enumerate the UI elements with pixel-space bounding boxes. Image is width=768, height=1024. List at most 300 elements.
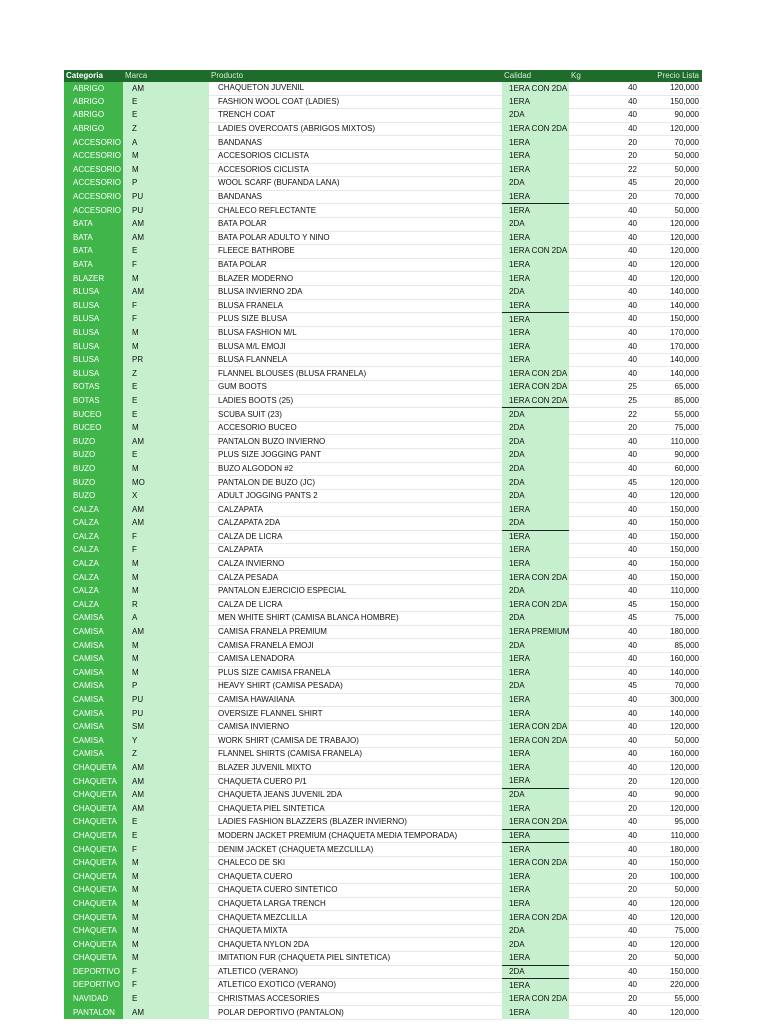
cell-marca[interactable]: AM <box>123 775 209 789</box>
cell-precio-lista[interactable]: 150,000 <box>640 571 702 585</box>
table-row[interactable] <box>64 109 702 123</box>
cell-calidad[interactable]: 1ERA <box>502 258 569 272</box>
cell-marca[interactable]: E <box>123 449 209 463</box>
cell-precio-lista[interactable]: 150,000 <box>640 95 702 109</box>
table-row[interactable] <box>64 82 702 95</box>
cell-marca[interactable]: AM <box>123 231 209 245</box>
cell-calidad[interactable]: 1ERA <box>502 748 569 762</box>
cell-producto[interactable]: CAMISA LENADORA <box>209 652 502 666</box>
cell-precio-lista[interactable]: 120,000 <box>640 911 702 925</box>
cell-kg[interactable]: 40 <box>569 979 640 993</box>
table-row[interactable] <box>64 149 702 163</box>
table-row[interactable] <box>64 177 702 191</box>
cell-calidad[interactable]: 2DA <box>502 924 569 938</box>
cell-marca[interactable]: M <box>123 938 209 952</box>
cell-calidad[interactable]: 1ERA CON 2DA <box>502 122 569 136</box>
cell-producto[interactable]: CHALECO DE SKI <box>209 856 502 870</box>
cell-producto[interactable]: HEAVY SHIRT (CAMISA PESADA) <box>209 680 502 694</box>
table-row[interactable] <box>64 122 702 136</box>
cell-precio-lista[interactable]: 120,000 <box>640 245 702 259</box>
cell-calidad[interactable]: 1ERA CON 2DA <box>502 394 569 408</box>
cell-precio-lista[interactable]: 120,000 <box>640 897 702 911</box>
cell-calidad[interactable]: 1ERA CON 2DA <box>502 720 569 734</box>
cell-producto[interactable]: CHAQUETA LARGA TRENCH <box>209 897 502 911</box>
cell-categoria[interactable]: BUZO <box>64 462 123 476</box>
cell-categoria[interactable]: BLUSA <box>64 340 123 354</box>
table-row[interactable] <box>64 788 702 802</box>
cell-categoria[interactable]: BATA <box>64 258 123 272</box>
table-row[interactable] <box>64 204 702 218</box>
cell-precio-lista[interactable]: 140,000 <box>640 285 702 299</box>
cell-categoria[interactable]: CHAQUETA <box>64 829 123 843</box>
cell-marca[interactable]: Z <box>123 748 209 762</box>
cell-producto[interactable]: CALZA DE LICRA <box>209 598 502 612</box>
cell-kg[interactable]: 40 <box>569 517 640 531</box>
cell-producto[interactable]: CALZA INVIERNO <box>209 557 502 571</box>
cell-kg[interactable]: 20 <box>569 952 640 966</box>
cell-categoria[interactable]: BUZO <box>64 435 123 449</box>
cell-marca[interactable]: M <box>123 639 209 653</box>
table-row[interactable] <box>64 326 702 340</box>
cell-kg[interactable]: 40 <box>569 707 640 721</box>
cell-calidad[interactable]: 2DA <box>502 408 569 422</box>
cell-marca[interactable]: R <box>123 598 209 612</box>
table-row[interactable] <box>64 489 702 503</box>
cell-precio-lista[interactable]: 180,000 <box>640 625 702 639</box>
cell-calidad[interactable]: 1ERA <box>502 897 569 911</box>
cell-precio-lista[interactable]: 170,000 <box>640 340 702 354</box>
cell-calidad[interactable]: 1ERA <box>502 136 569 150</box>
cell-precio-lista[interactable]: 160,000 <box>640 748 702 762</box>
cell-categoria[interactable]: BLUSA <box>64 313 123 327</box>
cell-categoria[interactable]: CALZA <box>64 557 123 571</box>
cell-marca[interactable]: E <box>123 992 209 1006</box>
cell-marca[interactable]: M <box>123 571 209 585</box>
cell-precio-lista[interactable]: 140,000 <box>640 299 702 313</box>
cell-producto[interactable]: ACCESORIOS CICLISTA <box>209 149 502 163</box>
table-row[interactable] <box>64 666 702 680</box>
cell-categoria[interactable]: BUCEO <box>64 408 123 422</box>
cell-precio-lista[interactable]: 20,000 <box>640 177 702 191</box>
cell-categoria[interactable]: DEPORTIVO <box>64 965 123 979</box>
cell-precio-lista[interactable]: 120,000 <box>640 272 702 286</box>
cell-precio-lista[interactable]: 150,000 <box>640 598 702 612</box>
cell-kg[interactable]: 40 <box>569 557 640 571</box>
cell-categoria[interactable]: BOTAS <box>64 394 123 408</box>
cell-precio-lista[interactable]: 100,000 <box>640 870 702 884</box>
cell-calidad[interactable]: 1ERA CON 2DA <box>502 992 569 1006</box>
cell-calidad[interactable]: 2DA <box>502 435 569 449</box>
cell-producto[interactable]: PLUS SIZE JOGGING PANT <box>209 449 502 463</box>
cell-calidad[interactable]: 2DA <box>502 449 569 463</box>
cell-calidad[interactable]: 2DA <box>502 517 569 531</box>
cell-calidad[interactable]: 1ERA CON 2DA <box>502 598 569 612</box>
cell-categoria[interactable]: ACCESORIO <box>64 163 123 177</box>
cell-producto[interactable]: GUM BOOTS <box>209 381 502 395</box>
cell-producto[interactable]: ATLETICO EXOTICO (VERANO) <box>209 979 502 993</box>
cell-producto[interactable]: CALZA DE LICRA <box>209 530 502 544</box>
cell-precio-lista[interactable]: 150,000 <box>640 544 702 558</box>
cell-producto[interactable]: ACCESORIOS CICLISTA <box>209 163 502 177</box>
cell-producto[interactable]: CALZA PESADA <box>209 571 502 585</box>
cell-precio-lista[interactable]: 70,000 <box>640 136 702 150</box>
cell-calidad[interactable]: 2DA <box>502 965 569 979</box>
cell-precio-lista[interactable]: 70,000 <box>640 190 702 204</box>
cell-kg[interactable]: 22 <box>569 408 640 422</box>
cell-categoria[interactable]: ACCESORIO <box>64 136 123 150</box>
cell-calidad[interactable]: 1ERA <box>502 204 569 218</box>
cell-precio-lista[interactable]: 55,000 <box>640 408 702 422</box>
cell-calidad[interactable]: 1ERA CON 2DA <box>502 245 569 259</box>
cell-calidad[interactable]: 1ERA CON 2DA <box>502 82 569 95</box>
cell-kg[interactable]: 40 <box>569 666 640 680</box>
table-row[interactable] <box>64 557 702 571</box>
cell-marca[interactable]: AM <box>123 788 209 802</box>
cell-calidad[interactable]: 2DA <box>502 788 569 802</box>
cell-marca[interactable]: E <box>123 109 209 123</box>
cell-calidad[interactable]: 1ERA <box>502 666 569 680</box>
cell-categoria[interactable]: CAMISA <box>64 734 123 748</box>
cell-marca[interactable]: P <box>123 177 209 191</box>
cell-marca[interactable]: M <box>123 952 209 966</box>
cell-kg[interactable]: 40 <box>569 367 640 381</box>
cell-categoria[interactable]: CHAQUETA <box>64 775 123 789</box>
cell-marca[interactable]: AM <box>123 802 209 816</box>
cell-calidad[interactable]: 2DA <box>502 476 569 490</box>
cell-kg[interactable]: 40 <box>569 245 640 259</box>
cell-kg[interactable]: 40 <box>569 720 640 734</box>
cell-categoria[interactable]: CALZA <box>64 598 123 612</box>
cell-marca[interactable]: Z <box>123 367 209 381</box>
cell-categoria[interactable]: CHAQUETA <box>64 856 123 870</box>
cell-producto[interactable]: BLUSA FRANELA <box>209 299 502 313</box>
cell-kg[interactable]: 40 <box>569 272 640 286</box>
cell-calidad[interactable]: 1ERA CON 2DA <box>502 381 569 395</box>
table-row[interactable] <box>64 802 702 816</box>
cell-calidad[interactable]: 1ERA CON 2DA <box>502 856 569 870</box>
cell-marca[interactable]: P <box>123 680 209 694</box>
cell-marca[interactable]: AM <box>123 82 209 95</box>
cell-calidad[interactable]: 1ERA <box>502 761 569 775</box>
cell-precio-lista[interactable]: 110,000 <box>640 435 702 449</box>
cell-kg[interactable]: 40 <box>569 109 640 123</box>
cell-producto[interactable]: BLUSA INVIERNO 2DA <box>209 285 502 299</box>
table-row[interactable] <box>64 476 702 490</box>
cell-categoria[interactable]: BLUSA <box>64 326 123 340</box>
cell-categoria[interactable]: BOTAS <box>64 381 123 395</box>
cell-precio-lista[interactable]: 140,000 <box>640 707 702 721</box>
cell-precio-lista[interactable]: 50,000 <box>640 884 702 898</box>
table-row[interactable] <box>64 449 702 463</box>
cell-kg[interactable]: 40 <box>569 353 640 367</box>
cell-categoria[interactable]: BLUSA <box>64 367 123 381</box>
cell-producto[interactable]: CAMISA FRANELA PREMIUM <box>209 625 502 639</box>
cell-producto[interactable]: FLANNEL BLOUSES (BLUSA FRANELA) <box>209 367 502 381</box>
cell-producto[interactable]: CAMISA FRANELA EMOJI <box>209 639 502 653</box>
cell-categoria[interactable]: ABRIGO <box>64 122 123 136</box>
cell-kg[interactable]: 40 <box>569 449 640 463</box>
cell-kg[interactable]: 40 <box>569 340 640 354</box>
table-row[interactable] <box>64 245 702 259</box>
cell-marca[interactable]: E <box>123 829 209 843</box>
cell-categoria[interactable]: CAMISA <box>64 612 123 626</box>
table-row[interactable] <box>64 340 702 354</box>
cell-precio-lista[interactable]: 150,000 <box>640 503 702 517</box>
cell-calidad[interactable]: 1ERA CON 2DA <box>502 734 569 748</box>
cell-marca[interactable]: M <box>123 340 209 354</box>
cell-marca[interactable]: F <box>123 299 209 313</box>
cell-precio-lista[interactable]: 90,000 <box>640 109 702 123</box>
table-row[interactable] <box>64 285 702 299</box>
cell-kg[interactable]: 40 <box>569 897 640 911</box>
cell-calidad[interactable]: 2DA <box>502 489 569 503</box>
table-row[interactable] <box>64 381 702 395</box>
table-row[interactable] <box>64 394 702 408</box>
cell-precio-lista[interactable]: 300,000 <box>640 693 702 707</box>
cell-categoria[interactable]: CAMISA <box>64 693 123 707</box>
cell-marca[interactable]: M <box>123 462 209 476</box>
table-row[interactable] <box>64 1006 702 1020</box>
cell-kg[interactable]: 20 <box>569 149 640 163</box>
cell-precio-lista[interactable]: 50,000 <box>640 163 702 177</box>
table-row[interactable] <box>64 353 702 367</box>
cell-kg[interactable]: 40 <box>569 204 640 218</box>
cell-kg[interactable]: 40 <box>569 843 640 857</box>
cell-precio-lista[interactable]: 140,000 <box>640 666 702 680</box>
cell-precio-lista[interactable]: 150,000 <box>640 965 702 979</box>
cell-precio-lista[interactable]: 50,000 <box>640 204 702 218</box>
table-row[interactable] <box>64 571 702 585</box>
cell-calidad[interactable]: 1ERA <box>502 979 569 993</box>
cell-precio-lista[interactable]: 75,000 <box>640 421 702 435</box>
cell-kg[interactable]: 40 <box>569 82 640 95</box>
table-row[interactable] <box>64 652 702 666</box>
cell-kg[interactable]: 40 <box>569 816 640 830</box>
cell-categoria[interactable]: BATA <box>64 245 123 259</box>
table-row[interactable] <box>64 816 702 830</box>
cell-kg[interactable]: 40 <box>569 965 640 979</box>
cell-marca[interactable]: M <box>123 870 209 884</box>
cell-producto[interactable]: BLUSA FASHION M/L <box>209 326 502 340</box>
cell-producto[interactable]: CHAQUETA MEZCLILLA <box>209 911 502 925</box>
table-row[interactable] <box>64 625 702 639</box>
cell-calidad[interactable]: 2DA <box>502 639 569 653</box>
cell-marca[interactable]: A <box>123 612 209 626</box>
cell-kg[interactable]: 45 <box>569 476 640 490</box>
cell-precio-lista[interactable]: 120,000 <box>640 231 702 245</box>
cell-calidad[interactable]: 1ERA <box>502 149 569 163</box>
cell-precio-lista[interactable]: 150,000 <box>640 530 702 544</box>
cell-categoria[interactable]: CHAQUETA <box>64 884 123 898</box>
table-row[interactable] <box>64 707 702 721</box>
cell-precio-lista[interactable]: 120,000 <box>640 1006 702 1020</box>
table-row[interactable] <box>64 95 702 109</box>
cell-marca[interactable]: PU <box>123 707 209 721</box>
cell-kg[interactable]: 40 <box>569 544 640 558</box>
cell-calidad[interactable]: 1ERA <box>502 775 569 789</box>
table-row[interactable] <box>64 217 702 231</box>
cell-precio-lista[interactable]: 50,000 <box>640 149 702 163</box>
table-row[interactable] <box>64 965 702 979</box>
cell-precio-lista[interactable]: 60,000 <box>640 462 702 476</box>
cell-kg[interactable]: 40 <box>569 326 640 340</box>
table-row[interactable] <box>64 911 702 925</box>
cell-precio-lista[interactable]: 120,000 <box>640 476 702 490</box>
cell-categoria[interactable]: CHAQUETA <box>64 802 123 816</box>
cell-kg[interactable]: 40 <box>569 748 640 762</box>
cell-precio-lista[interactable]: 50,000 <box>640 734 702 748</box>
cell-categoria[interactable]: ABRIGO <box>64 109 123 123</box>
table-row[interactable] <box>64 734 702 748</box>
cell-categoria[interactable]: BUZO <box>64 476 123 490</box>
cell-producto[interactable]: LADIES OVERCOATS (ABRIGOS MIXTOS) <box>209 122 502 136</box>
cell-kg[interactable]: 40 <box>569 938 640 952</box>
cell-producto[interactable]: FLANNEL SHIRTS (CAMISA FRANELA) <box>209 748 502 762</box>
header-producto[interactable]: Producto <box>209 70 502 82</box>
table-row[interactable] <box>64 693 702 707</box>
cell-marca[interactable]: AM <box>123 435 209 449</box>
cell-kg[interactable]: 45 <box>569 598 640 612</box>
cell-producto[interactable]: BANDANAS <box>209 190 502 204</box>
cell-marca[interactable]: PR <box>123 353 209 367</box>
cell-kg[interactable]: 20 <box>569 136 640 150</box>
cell-producto[interactable]: MODERN JACKET PREMIUM (CHAQUETA MEDIA TEMPORADA) <box>209 829 502 843</box>
cell-calidad[interactable]: 1ERA <box>502 163 569 177</box>
cell-calidad[interactable]: 1ERA <box>502 503 569 517</box>
table-row[interactable] <box>64 435 702 449</box>
cell-calidad[interactable]: 2DA <box>502 462 569 476</box>
table-row[interactable] <box>64 979 702 993</box>
cell-precio-lista[interactable]: 120,000 <box>640 720 702 734</box>
header-categoria[interactable]: Categoria <box>64 70 123 82</box>
cell-categoria[interactable]: ACCESORIO <box>64 204 123 218</box>
cell-marca[interactable]: AM <box>123 285 209 299</box>
cell-producto[interactable]: CHAQUETA JEANS JUVENIL 2DA <box>209 788 502 802</box>
cell-precio-lista[interactable]: 90,000 <box>640 449 702 463</box>
table-row[interactable] <box>64 952 702 966</box>
cell-producto[interactable]: CHAQUETON JUVENIL <box>209 82 502 95</box>
cell-kg[interactable]: 40 <box>569 217 640 231</box>
cell-marca[interactable]: Y <box>123 734 209 748</box>
cell-categoria[interactable]: CAMISA <box>64 720 123 734</box>
cell-producto[interactable]: OVERSIZE FLANNEL SHIRT <box>209 707 502 721</box>
table-row[interactable] <box>64 870 702 884</box>
cell-categoria[interactable]: CAMISA <box>64 652 123 666</box>
cell-calidad[interactable]: 2DA <box>502 109 569 123</box>
table-row[interactable] <box>64 775 702 789</box>
cell-marca[interactable]: E <box>123 394 209 408</box>
cell-producto[interactable]: CHRISTMAS ACCESORIES <box>209 992 502 1006</box>
cell-precio-lista[interactable]: 120,000 <box>640 802 702 816</box>
table-row[interactable] <box>64 612 702 626</box>
cell-calidad[interactable]: 1ERA <box>502 272 569 286</box>
cell-precio-lista[interactable]: 120,000 <box>640 489 702 503</box>
cell-marca[interactable]: F <box>123 313 209 327</box>
cell-kg[interactable]: 40 <box>569 571 640 585</box>
cell-producto[interactable]: WOOL SCARF (BUFANDA LANA) <box>209 177 502 191</box>
cell-categoria[interactable]: BUZO <box>64 489 123 503</box>
cell-producto[interactable]: BATA POLAR <box>209 217 502 231</box>
cell-kg[interactable]: 20 <box>569 421 640 435</box>
cell-marca[interactable]: M <box>123 163 209 177</box>
cell-precio-lista[interactable]: 120,000 <box>640 258 702 272</box>
cell-calidad[interactable]: 1ERA <box>502 952 569 966</box>
cell-kg[interactable]: 25 <box>569 394 640 408</box>
table-row[interactable] <box>64 421 702 435</box>
cell-categoria[interactable]: CALZA <box>64 584 123 598</box>
cell-marca[interactable]: F <box>123 258 209 272</box>
cell-producto[interactable]: BANDANAS <box>209 136 502 150</box>
cell-kg[interactable]: 40 <box>569 856 640 870</box>
cell-producto[interactable]: ACCESORIO BUCEO <box>209 421 502 435</box>
cell-kg[interactable]: 45 <box>569 612 640 626</box>
cell-categoria[interactable]: CAMISA <box>64 707 123 721</box>
cell-calidad[interactable]: 1ERA <box>502 829 569 843</box>
cell-producto[interactable]: IMITATION FUR (CHAQUETA PIEL SINTETICA) <box>209 952 502 966</box>
cell-marca[interactable]: M <box>123 897 209 911</box>
cell-producto[interactable]: PLUS SIZE CAMISA FRANELA <box>209 666 502 680</box>
cell-marca[interactable]: M <box>123 584 209 598</box>
cell-producto[interactable]: PANTALON BUZO INVIERNO <box>209 435 502 449</box>
table-row[interactable] <box>64 544 702 558</box>
cell-producto[interactable]: TRENCH COAT <box>209 109 502 123</box>
cell-marca[interactable]: AM <box>123 625 209 639</box>
cell-categoria[interactable]: CHAQUETA <box>64 761 123 775</box>
cell-precio-lista[interactable]: 110,000 <box>640 584 702 598</box>
cell-kg[interactable]: 40 <box>569 584 640 598</box>
cell-producto[interactable]: ADULT JOGGING PANTS 2 <box>209 489 502 503</box>
cell-marca[interactable]: F <box>123 530 209 544</box>
cell-kg[interactable]: 40 <box>569 285 640 299</box>
table-row[interactable] <box>64 530 702 544</box>
cell-kg[interactable]: 40 <box>569 625 640 639</box>
cell-calidad[interactable]: 1ERA <box>502 340 569 354</box>
cell-producto[interactable]: CAMISA INVIERNO <box>209 720 502 734</box>
table-row[interactable] <box>64 720 702 734</box>
cell-calidad[interactable]: 1ERA <box>502 231 569 245</box>
cell-producto[interactable]: BLUSA FLANNELA <box>209 353 502 367</box>
cell-kg[interactable]: 40 <box>569 652 640 666</box>
cell-precio-lista[interactable]: 150,000 <box>640 313 702 327</box>
table-row[interactable] <box>64 367 702 381</box>
table-row[interactable] <box>64 924 702 938</box>
cell-calidad[interactable]: 1ERA <box>502 313 569 327</box>
cell-kg[interactable]: 40 <box>569 761 640 775</box>
cell-calidad[interactable]: 1ERA <box>502 530 569 544</box>
cell-marca[interactable]: M <box>123 272 209 286</box>
cell-producto[interactable]: CHAQUETA NYLON 2DA <box>209 938 502 952</box>
cell-precio-lista[interactable]: 120,000 <box>640 82 702 95</box>
table-row[interactable] <box>64 884 702 898</box>
cell-kg[interactable]: 40 <box>569 231 640 245</box>
cell-categoria[interactable]: CHAQUETA <box>64 911 123 925</box>
cell-producto[interactable]: PANTALON DE BUZO (JC) <box>209 476 502 490</box>
table-row[interactable] <box>64 748 702 762</box>
cell-kg[interactable]: 40 <box>569 489 640 503</box>
cell-kg[interactable]: 20 <box>569 190 640 204</box>
cell-kg[interactable]: 40 <box>569 788 640 802</box>
cell-producto[interactable]: CHAQUETA CUERO P/1 <box>209 775 502 789</box>
cell-producto[interactable]: MEN WHITE SHIRT (CAMISA BLANCA HOMBRE) <box>209 612 502 626</box>
cell-producto[interactable]: BLAZER MODERNO <box>209 272 502 286</box>
cell-calidad[interactable]: 2DA <box>502 680 569 694</box>
cell-categoria[interactable]: CHAQUETA <box>64 816 123 830</box>
cell-calidad[interactable]: 1ERA <box>502 299 569 313</box>
cell-kg[interactable]: 20 <box>569 884 640 898</box>
cell-producto[interactable]: CHAQUETA CUERO <box>209 870 502 884</box>
cell-marca[interactable]: M <box>123 884 209 898</box>
cell-marca[interactable]: SM <box>123 720 209 734</box>
